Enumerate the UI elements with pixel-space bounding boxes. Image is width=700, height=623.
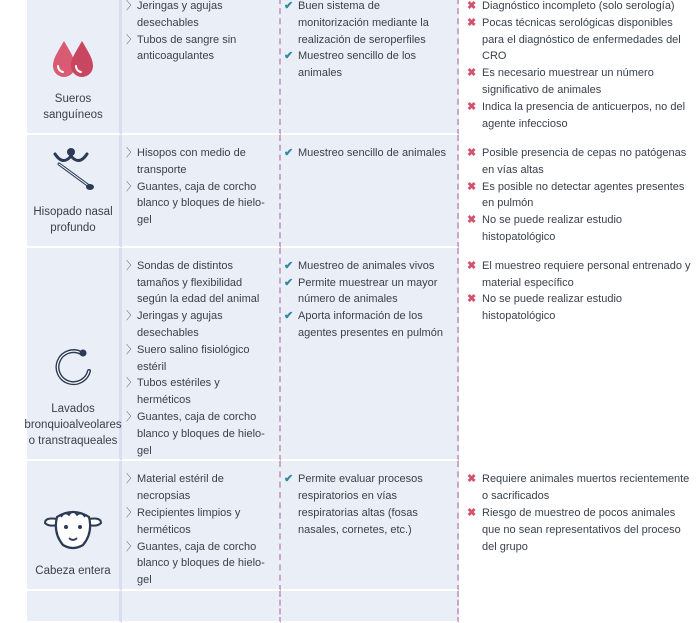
- disadvantage-item: [467, 471, 696, 505]
- material-item-text: Suero salino fisiológico estéril: [137, 343, 250, 373]
- advantage-item-text: Muestreo sencillo de animales: [298, 147, 446, 159]
- advantage-item: [284, 0, 449, 48]
- advantage-item-text: Permite evaluar procesos respiratorios en vías respiratorias altas (fosas nasales, cornetes, etc.): [298, 473, 423, 536]
- materials-cell: [122, 461, 281, 591]
- material-item: [126, 409, 273, 459]
- materials-cell: [122, 135, 281, 248]
- disadvantage-item-text: No se puede realizar estudio histopatológico: [482, 293, 623, 323]
- disadvantage-marker-icon: ✖: [467, 67, 477, 80]
- table-row: [27, 0, 700, 135]
- advantage-marker-icon: ✔: [284, 147, 294, 159]
- disadvantage-item-text: No se puede realizar estudio histopatológico: [482, 214, 623, 243]
- empty-cell: [281, 591, 459, 623]
- disadvantage-item-text: El muestreo requiere personal entrenado y material específico: [482, 259, 691, 289]
- advantage-marker-icon: ✔: [284, 310, 294, 323]
- material-item-text: Guantes, caja de corcho blanco y bloques de hielo-gel: [137, 540, 265, 587]
- disadvantage-item-text: Posible presencia de cepas no patógenas en vías altas: [482, 147, 687, 176]
- disadvantage-item-list: [459, 461, 700, 555]
- material-marker-icon: 〉: [126, 473, 137, 486]
- materials-cell: [122, 248, 281, 462]
- disadvantage-item: [467, 291, 696, 325]
- material-item-text: Material estéril de necropsias: [137, 473, 224, 503]
- disadvantage-item-list: [459, 0, 700, 132]
- disadvantage-item-text: Indica la presencia de anticuerpos, no del agente infeccioso: [482, 100, 686, 130]
- disadvantages-cell: [459, 461, 700, 591]
- advantage-item-text: Aporta información de los agentes presentes en pulmón: [298, 310, 443, 339]
- material-marker-icon: 〉: [126, 310, 137, 323]
- material-marker-icon: 〉: [126, 540, 137, 553]
- disadvantage-item: [467, 15, 696, 65]
- disadvantage-item: [467, 65, 696, 99]
- advantage-marker-icon: ✔: [284, 473, 294, 486]
- catheter-tube-icon: [51, 345, 95, 389]
- advantages-cell: [281, 461, 459, 591]
- advantage-item-text: Muestreo de animales vivos: [298, 259, 435, 272]
- disadvantage-item: [467, 145, 696, 179]
- advantage-item: [284, 275, 449, 309]
- disadvantage-marker-icon: ✖: [467, 100, 477, 113]
- empty-cell: [459, 591, 700, 623]
- advantage-item: [284, 48, 449, 82]
- disadvantage-item: [467, 212, 696, 246]
- disadvantage-marker-icon: ✖: [467, 0, 477, 12]
- material-item-text: Jeringas y agujas desechables: [137, 310, 223, 339]
- advantage-item-text: Buen sistema de monitorización mediante la realización de seroperfiles: [298, 0, 429, 46]
- disadvantage-marker-icon: ✖: [467, 293, 477, 306]
- empty-cell: [27, 591, 122, 623]
- material-item: [126, 32, 273, 66]
- advantage-marker-icon: ✔: [284, 259, 294, 272]
- advantages-cell: [281, 0, 459, 135]
- disadvantage-item-text: Es posible no detectar agentes presentes en pulmón: [482, 180, 685, 210]
- material-item: [126, 179, 273, 229]
- material-marker-icon: 〉: [126, 147, 137, 159]
- material-item-text: Jeringas y agujas desechables: [137, 0, 223, 29]
- advantage-item: [284, 145, 449, 162]
- disadvantage-item-text: Riesgo de muestreo de pocos animales que no sean representativos del proceso del grupo: [482, 506, 681, 553]
- sample-type-cell: [24, 248, 122, 462]
- material-item-list: [122, 135, 279, 229]
- advantages-cell: [281, 248, 459, 462]
- nasal-swab-icon: [45, 144, 101, 192]
- disadvantage-item-text: Es necesario muestrear un número significativo de animales: [482, 67, 654, 96]
- material-marker-icon: 〉: [126, 343, 137, 356]
- material-marker-icon: 〉: [126, 377, 137, 390]
- disadvantages-cell: [459, 135, 700, 248]
- material-item: [126, 505, 273, 539]
- disadvantage-item: [467, 99, 696, 133]
- material-item-text: Tubos estériles y herméticos: [137, 377, 220, 407]
- material-item-text: Hisopos con medio de transporte: [137, 147, 246, 176]
- empty-cell: [122, 591, 281, 623]
- table-row: [27, 135, 700, 248]
- sample-type-label: Sueros sanguíneos: [43, 93, 103, 121]
- advantage-item: [284, 471, 449, 538]
- material-marker-icon: 〉: [126, 410, 137, 423]
- materials-cell: [122, 0, 281, 135]
- advantage-item-list: [281, 461, 457, 538]
- sampling-methods-table: [24, 0, 700, 623]
- material-item-list: [122, 0, 279, 65]
- disadvantage-marker-icon: ✖: [467, 214, 477, 227]
- sample-type-label: Hisopado nasal profundo: [33, 205, 113, 234]
- material-item: [126, 471, 273, 505]
- material-item: [126, 145, 273, 179]
- advantage-marker-icon: ✔: [284, 0, 294, 12]
- material-item-text: Guantes, caja de corcho blanco y bloques de hielo-gel: [137, 410, 265, 457]
- disadvantages-cell: [459, 248, 700, 462]
- disadvantage-item: [467, 258, 696, 292]
- disadvantage-item: [467, 0, 696, 15]
- sample-type-cell: [27, 461, 122, 591]
- material-item-text: Sondas de distintos tamaños y flexibilidad según la edad del animal: [137, 259, 260, 306]
- material-item: [126, 308, 273, 342]
- material-item-text: Recipientes limpios y herméticos: [137, 506, 241, 536]
- disadvantage-item-list: [459, 135, 700, 246]
- disadvantage-marker-icon: ✖: [467, 506, 477, 519]
- disadvantage-item-text: Requiere animales muertos recientemente o sacrificados: [482, 473, 690, 503]
- table-row: [27, 461, 700, 591]
- disadvantage-marker-icon: ✖: [467, 473, 477, 486]
- advantage-item: [284, 258, 449, 275]
- material-item-list: [122, 461, 279, 589]
- disadvantage-item: [467, 179, 696, 213]
- advantage-item-text: Permite muestrear un mayor número de animales: [298, 276, 438, 306]
- material-marker-icon: 〉: [126, 33, 137, 46]
- disadvantage-item-text: Pocas técnicas serológicas disponibles para el diagnóstico de enfermedades del CRO: [482, 16, 681, 63]
- material-item-text: Tubos de sangre sin anticoagulantes: [137, 33, 237, 63]
- sample-type-cell: [27, 135, 122, 248]
- blood-drops-icon: [51, 39, 95, 79]
- disadvantages-cell: [459, 0, 700, 135]
- disadvantage-item: [467, 505, 696, 555]
- advantage-marker-icon: ✔: [284, 276, 294, 289]
- disadvantage-item-text: Diagnóstico incompleto (solo serología): [482, 0, 675, 12]
- material-item: [126, 0, 273, 32]
- disadvantage-marker-icon: ✖: [467, 147, 477, 159]
- material-item: [126, 375, 273, 409]
- advantage-item-list: [281, 0, 457, 82]
- material-item-text: Guantes, caja de corcho blanco y bloques de hielo-gel: [137, 180, 265, 227]
- material-marker-icon: 〉: [126, 259, 137, 272]
- material-item-list: [122, 248, 279, 460]
- table-row: [27, 248, 700, 462]
- material-item: [126, 539, 273, 589]
- disadvantage-item-list: [459, 248, 700, 325]
- material-marker-icon: 〉: [126, 506, 137, 519]
- advantage-marker-icon: ✔: [284, 50, 294, 63]
- advantage-item-list: [281, 135, 457, 162]
- material-item: [126, 258, 273, 308]
- material-marker-icon: 〉: [126, 180, 137, 193]
- disadvantage-marker-icon: ✖: [467, 180, 477, 193]
- sheep-head-icon: [43, 507, 103, 551]
- advantages-cell: [281, 135, 459, 248]
- table-row: [27, 591, 700, 623]
- disadvantage-marker-icon: ✖: [467, 259, 477, 272]
- material-item: [126, 342, 273, 376]
- sample-type-label: Lavados bronquioalveolares o transtraqueales: [24, 403, 122, 448]
- advantage-item-text: Muestreo sencillo de los animales: [298, 50, 417, 80]
- sample-type-cell: [27, 0, 122, 135]
- material-marker-icon: 〉: [126, 0, 137, 12]
- advantage-item: [284, 308, 449, 342]
- disadvantage-marker-icon: ✖: [467, 16, 477, 29]
- sample-type-label: Cabeza entera: [35, 564, 111, 577]
- advantage-item-list: [281, 248, 457, 342]
